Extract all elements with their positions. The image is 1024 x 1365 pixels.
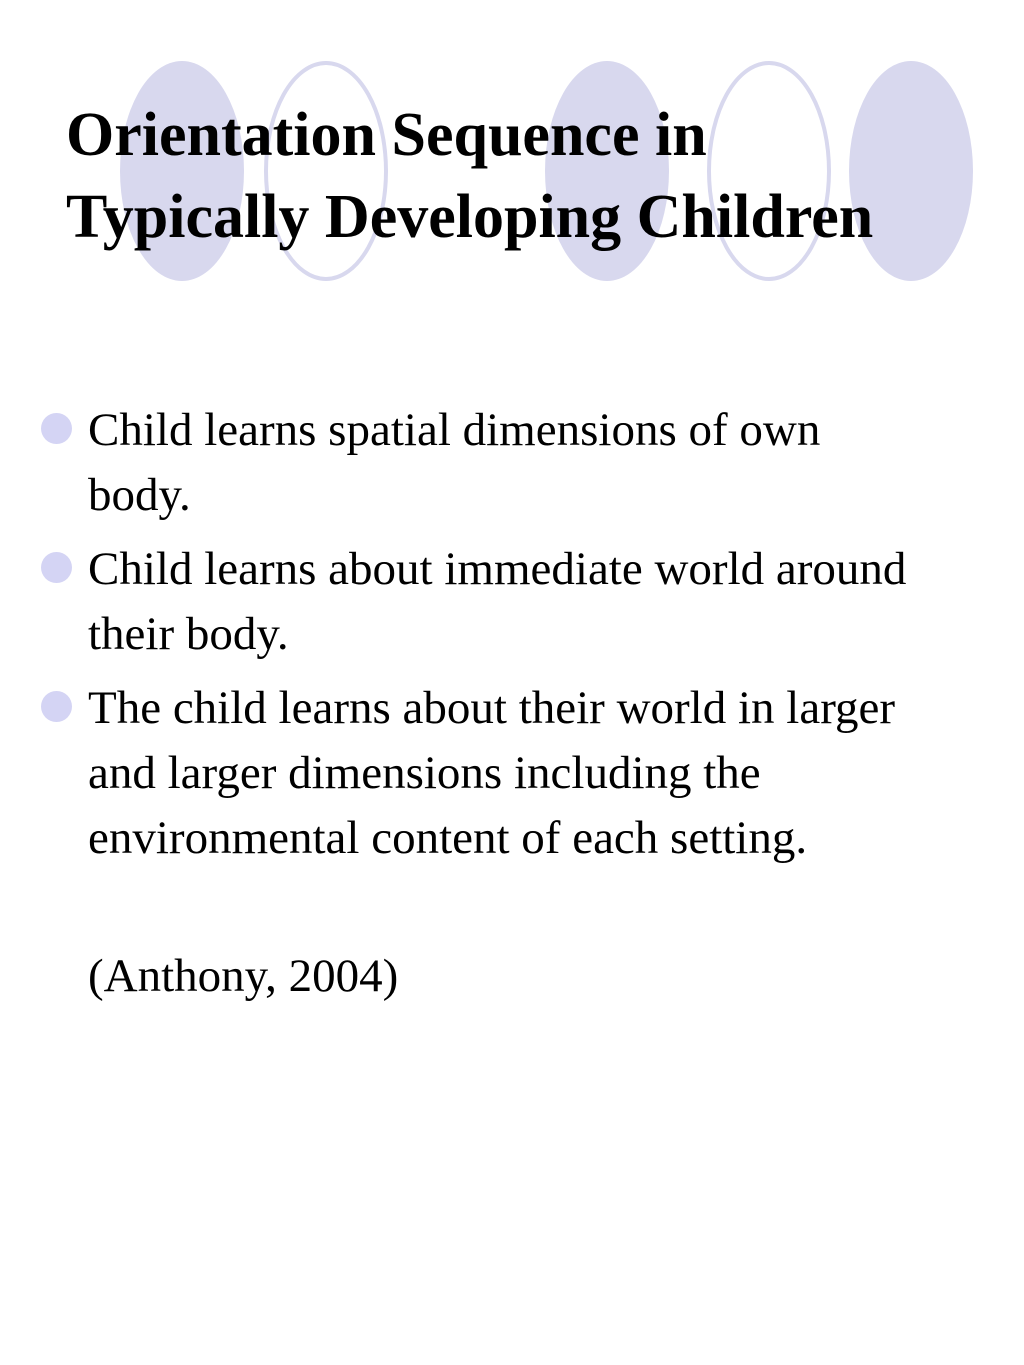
bullet-dot-icon: [41, 691, 72, 722]
bullet-text: Child learns spatial dimensions of own body.: [88, 404, 821, 521]
slide-title-line-2: Typically Developing Children: [66, 183, 874, 251]
bullet-dot-icon: [41, 552, 72, 583]
bullet-item: [0, 676, 928, 871]
bullet-item: [0, 398, 928, 528]
slide-title: [66, 94, 1006, 258]
bullet-dot-icon: [41, 413, 72, 444]
bullet-item: [0, 537, 928, 667]
citation: (Anthony, 2004): [88, 950, 399, 1002]
slide-title-line-1: Orientation Sequence in: [66, 101, 707, 169]
bullet-list: [0, 398, 1024, 880]
bullet-text: The child learns about their world in larger and larger dimensions including the environmental content of each setting.: [88, 682, 896, 864]
bullet-text: Child learns about immediate world around their body.: [88, 543, 907, 660]
